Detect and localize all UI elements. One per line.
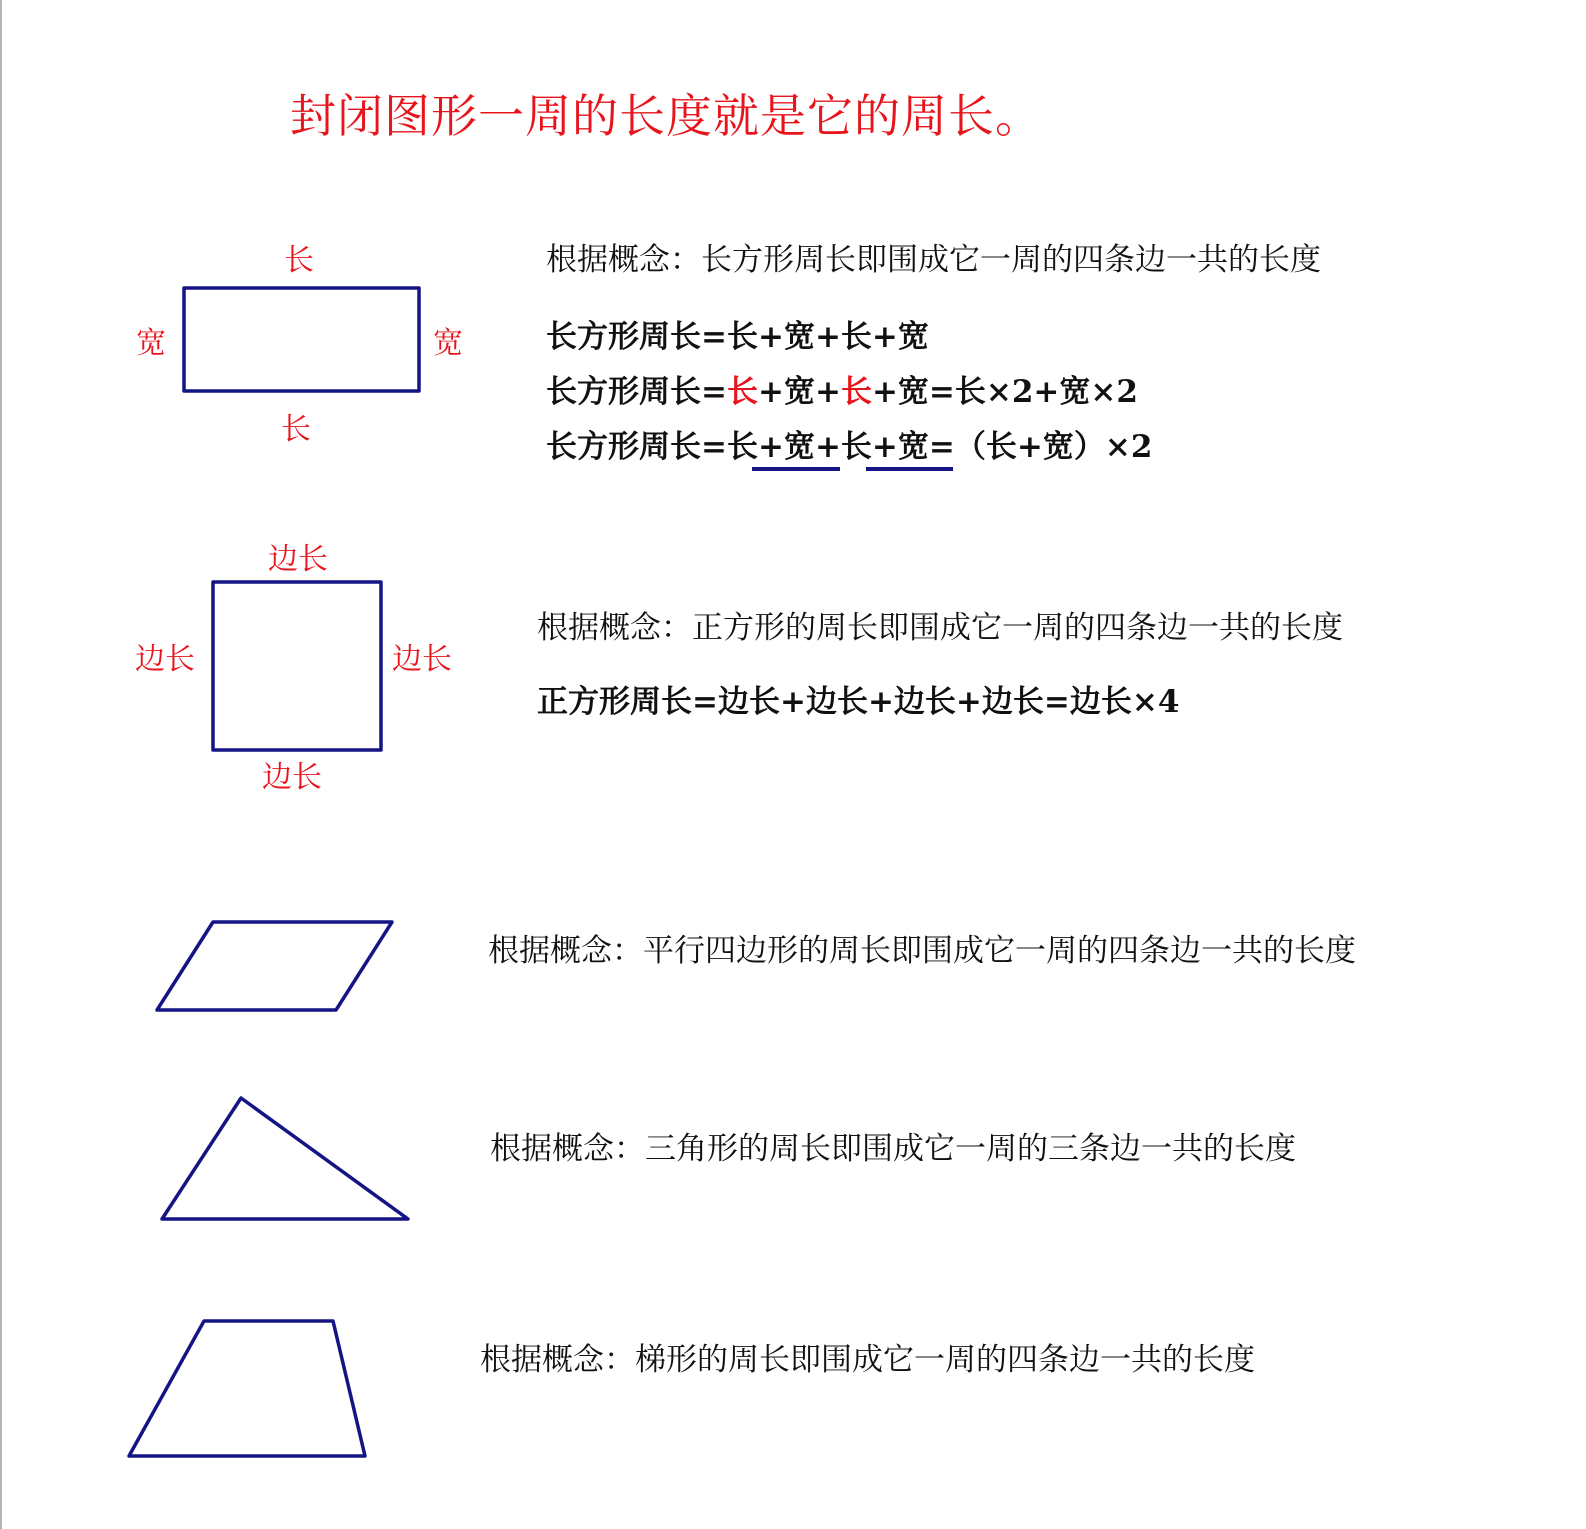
square-concept: 根据概念：正方形的周长即围成它一周的四条边一共的长度 [537,610,1343,646]
triangle-shape [162,1098,408,1219]
rect-label-top: 长 [284,243,314,278]
rect-concept: 根据概念：长方形周长即围成它一周的四条边一共的长度 [546,242,1321,278]
square-formula: 正方形周长=边长+边长+边长+边长=边长×4 [537,684,1180,720]
rect-formula-3: 长方形周长=长+宽+长+宽=（长+宽）×2 [546,429,1153,465]
parallelogram-concept: 根据概念：平行四边形的周长即围成它一周的四条边一共的长度 [488,933,1356,969]
rect-formula-2-suffix: +宽=长×2+宽×2 [871,374,1138,410]
rectangle-shape [184,288,419,391]
trapezoid-shape [129,1321,365,1456]
triangle-concept: 根据概念：三角形的周长即围成它一周的三条边一共的长度 [490,1131,1296,1167]
square-label-bottom: 边长 [262,760,322,795]
rect-formula-1: 长方形周长=长+宽+长+宽 [546,319,929,355]
page-title: 封闭图形一周的长度就是它的周长。 [290,89,1042,143]
rect-formula-2-highlight-a: 长 [726,374,758,410]
rect-formula-2-highlight-b: 长 [840,374,872,410]
square-shape [213,582,381,750]
parallelogram-shape [157,922,392,1010]
rect-formula-2-prefix: 长方形周长= [546,374,727,410]
rect-label-left: 宽 [136,326,166,361]
rect-label-right: 宽 [433,326,463,361]
rect-formula-2-mid: +宽+ [757,374,841,410]
square-label-top: 边长 [268,542,328,577]
rect-formula-2 [546,366,1138,411]
square-label-right: 边长 [392,642,452,677]
rect-label-bottom: 长 [281,412,311,447]
square-label-left: 边长 [135,642,195,677]
trapezoid-concept: 根据概念：梯形的周长即围成它一周的四条边一共的长度 [480,1342,1255,1378]
